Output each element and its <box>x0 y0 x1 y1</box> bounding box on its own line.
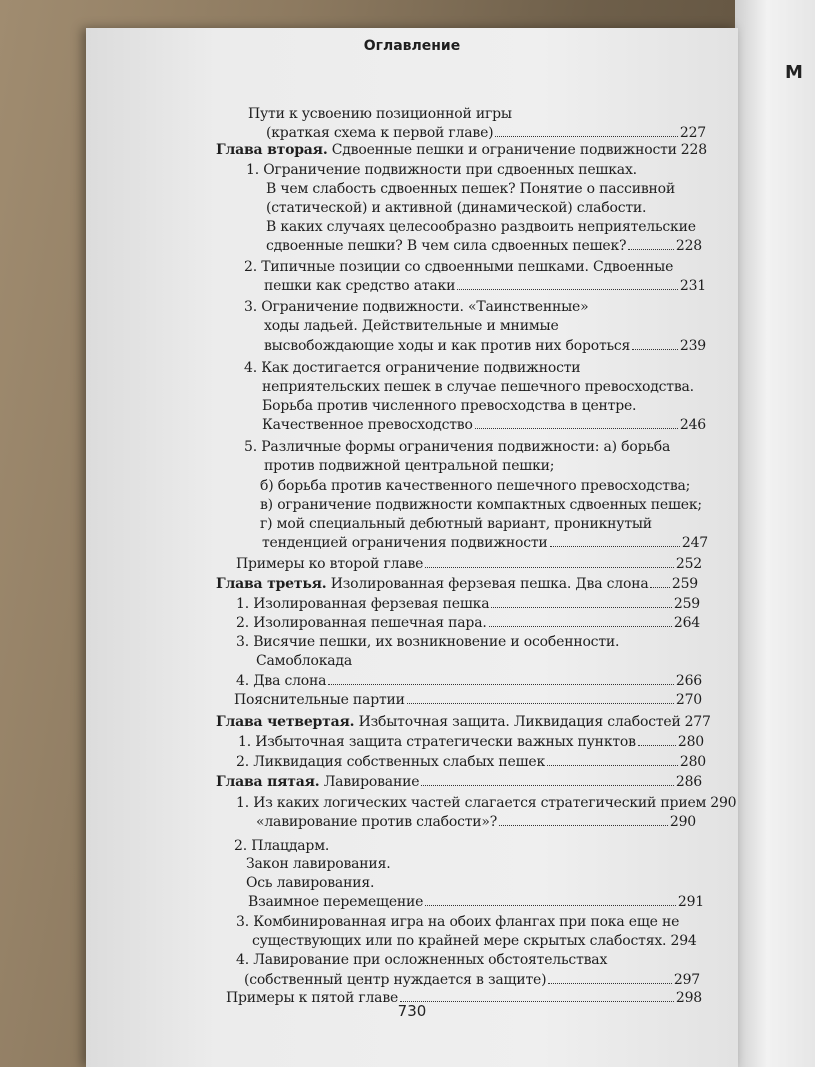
toc-entry-text: ходы ладьей. Действительные и мнимые <box>264 318 559 334</box>
toc-page-number: 228 <box>675 238 702 254</box>
toc-entry-text: В каких случаях целесообразно раздвоить неприятельские <box>266 219 696 235</box>
toc-page-number: 280 <box>679 754 706 770</box>
toc-entry <box>236 752 706 772</box>
dot-leader <box>491 594 671 608</box>
toc-entry <box>256 812 696 832</box>
toc-entry <box>248 892 704 912</box>
dot-leader <box>650 574 669 588</box>
toc-page-number: 259 <box>671 576 698 592</box>
dot-leader <box>628 236 674 250</box>
dot-leader <box>495 123 677 137</box>
toc-entry <box>260 476 690 496</box>
dot-leader <box>457 276 678 290</box>
toc-page-number: 228 <box>680 142 707 158</box>
page-number: 730 <box>397 1002 427 1020</box>
chapter-label: Глава третья. <box>216 576 327 592</box>
toc-entry-text: пешки как средство атаки <box>264 278 456 294</box>
toc-entry <box>266 236 702 256</box>
toc-entry-text: существующих или по крайней мере скрытых слабостях. 294 <box>252 933 697 949</box>
toc-page-number: 259 <box>673 596 700 612</box>
toc-entry <box>264 336 706 356</box>
book-page <box>86 28 738 1067</box>
toc-entry <box>234 836 329 856</box>
toc-entry-text: неприятельских пешек в случае пешечного превосходства. <box>262 379 694 395</box>
toc-entry-text: 4. Два слона <box>236 673 327 689</box>
toc-entry <box>238 732 704 752</box>
toc-entry-text: 4. Как достигается ограничение подвижности <box>244 360 581 376</box>
toc-entry-text: 3. Ограничение подвижности. «Таинственные» <box>244 299 589 315</box>
toc-entry <box>236 632 619 652</box>
toc-entry <box>216 574 698 594</box>
toc-entry-text: Самоблокада <box>256 653 352 669</box>
toc-entry <box>262 415 706 435</box>
toc-entry-text: Сдвоенные пешки и ограничение подвижности <box>327 142 677 158</box>
dot-leader <box>550 533 680 547</box>
toc-page-number: 297 <box>673 972 700 988</box>
toc-entry-text: Взаимное перемещение <box>248 894 424 910</box>
toc-entry-text: 2. Ликвидация собственных слабых пешек <box>236 754 546 770</box>
toc-entry <box>216 140 706 160</box>
toc-entry-text: б) борьба против качественного пешечного превосходства; <box>260 478 691 494</box>
toc-entry-text: «лавирование против слабости»? <box>256 814 498 830</box>
toc-entry-text: (собственный центр нуждается в защите) <box>244 972 547 988</box>
toc-entry <box>260 514 652 534</box>
toc-entry <box>264 316 559 336</box>
toc-entry-text: в) ограничение подвижности компактных сдвоенных пешек; <box>260 497 702 513</box>
toc-entry <box>266 217 696 237</box>
toc-entry-text: 5. Различные формы ограничения подвижности: а) борьба <box>244 439 671 455</box>
dot-leader <box>632 336 678 350</box>
toc-entry-text: 2. Изолированная пешечная пара. <box>236 615 487 631</box>
toc-entry <box>244 437 670 457</box>
toc-page-number: 252 <box>675 556 702 572</box>
toc-entry-text: 1. Избыточная защита стратегически важных пунктов <box>238 734 636 750</box>
dot-leader <box>548 970 671 984</box>
chapter-label: Глава пятая. <box>216 774 320 790</box>
toc-entry <box>260 495 702 515</box>
toc-entry-text: 3. Комбинированная игра на обоих флангах при пока еще не <box>236 914 680 930</box>
toc-entry-text: 3. Висячие пешки, их возникновение и особенности. <box>236 634 620 650</box>
toc-entry-text: г) мой специальный дебютный вариант, проникнутый <box>260 516 652 532</box>
chapter-label: Глава четвертая. <box>216 714 355 730</box>
dot-leader <box>489 613 672 627</box>
dot-leader <box>499 812 668 826</box>
toc-entry <box>266 198 646 218</box>
toc-entry-text: Пояснительные партии <box>234 692 405 708</box>
toc-entry <box>246 160 637 180</box>
toc-entry <box>266 179 675 199</box>
toc-entry <box>256 651 352 671</box>
toc-page-number: 264 <box>673 615 700 631</box>
toc-entry <box>264 276 706 296</box>
dot-leader <box>400 988 674 1002</box>
toc-entry <box>246 854 390 874</box>
dot-leader <box>425 554 674 568</box>
dot-leader <box>425 892 676 906</box>
dot-leader <box>421 772 674 786</box>
toc-entry <box>236 594 700 614</box>
toc-entry <box>236 950 607 970</box>
toc-page-number: 239 <box>679 338 706 354</box>
toc-page-number: 280 <box>677 734 704 750</box>
toc-page-number: 227 <box>679 125 706 141</box>
toc-entry-text: Лавирование <box>319 774 420 790</box>
page-title: Оглавление <box>363 38 461 54</box>
toc-entry-text: 1. Из каких логических частей слагается стратегический прием <box>236 795 707 811</box>
toc-entry <box>236 671 702 691</box>
toc-page-number: 266 <box>675 673 702 689</box>
dot-leader <box>328 671 674 685</box>
toc-page-number: 290 <box>710 795 737 811</box>
next-page-text: М <box>785 62 803 83</box>
toc-entry <box>236 912 679 932</box>
toc-entry <box>262 533 708 553</box>
dot-leader <box>475 415 678 429</box>
toc-entry <box>262 377 694 397</box>
toc-page-number: 286 <box>675 774 702 790</box>
toc-page-number: 247 <box>681 535 708 551</box>
toc-entry <box>234 690 702 710</box>
dot-leader <box>547 752 678 766</box>
toc-entry <box>244 358 580 378</box>
toc-entry-text: сдвоенные пешки? В чем сила сдвоенных пешек? <box>266 238 627 254</box>
toc-entry-text: 2. Плацдарм. <box>234 838 330 854</box>
toc-entry-text: (краткая схема к первой главе) <box>266 125 494 141</box>
toc-entry-text: Закон лавирования. <box>246 856 391 872</box>
toc-entry <box>216 712 711 732</box>
toc-page-number: 277 <box>684 714 711 730</box>
toc-entry <box>244 970 700 990</box>
toc-entry <box>236 554 702 574</box>
toc-entry <box>248 104 512 124</box>
toc-entry-text: высвобождающие ходы и как против них бороться <box>264 338 631 354</box>
toc-entry-text: против подвижной центральной пешки; <box>264 458 555 474</box>
toc-entry-text: Пути к усвоению позиционной игры <box>248 106 512 122</box>
toc-entry <box>236 613 700 633</box>
toc-entry-text: Ось лавирования. <box>246 875 375 891</box>
dot-leader <box>638 732 676 746</box>
toc-entry-text: Качественное превосходство <box>262 417 473 433</box>
toc-entry <box>252 931 697 951</box>
toc-entry-text: Борьба против численного превосходства в центре. <box>262 398 637 414</box>
toc-entry-text: 1. Ограничение подвижности при сдвоенных пешках. <box>246 162 637 178</box>
toc-page-number: 290 <box>669 814 696 830</box>
toc-entry-text: (статической) и активной (динамической) слабости. <box>266 200 647 216</box>
toc-entry <box>216 772 702 792</box>
toc-entry <box>262 396 636 416</box>
next-page-edge <box>735 0 815 1067</box>
toc-entry-text: В чем слабость сдвоенных пешек? Понятие о пассивной <box>266 181 676 197</box>
toc-page-number: 231 <box>679 278 706 294</box>
toc-entry <box>264 456 554 476</box>
table-of-contents <box>86 28 738 1028</box>
toc-page-number: 246 <box>679 417 706 433</box>
toc-entry-text: Избыточная защита. Ликвидация слабостей <box>354 714 681 730</box>
toc-entry <box>244 297 589 317</box>
toc-entry <box>236 793 736 813</box>
dot-leader <box>407 690 674 704</box>
chapter-label: Глава вторая. <box>216 142 328 158</box>
toc-page-number: 298 <box>675 990 702 1006</box>
toc-entry-text: тенденцией ограничения подвижности <box>262 535 548 551</box>
toc-entry-text: Примеры ко второй главе <box>236 556 424 572</box>
toc-entry <box>246 873 374 893</box>
toc-entry <box>244 257 673 277</box>
toc-entry-text: 2. Типичные позиции со сдвоенными пешками. Сдвоенные <box>244 259 674 275</box>
toc-page-number: 270 <box>675 692 702 708</box>
toc-entry-text: Примеры к пятой главе <box>226 990 399 1006</box>
toc-entry-text: Изолированная ферзевая пешка. Два слона <box>326 576 649 592</box>
toc-page-number: 291 <box>677 894 704 910</box>
toc-entry-text: 1. Изолированная ферзевая пешка <box>236 596 490 612</box>
toc-entry-text: 4. Лавирование при осложненных обстоятельствах <box>236 952 608 968</box>
